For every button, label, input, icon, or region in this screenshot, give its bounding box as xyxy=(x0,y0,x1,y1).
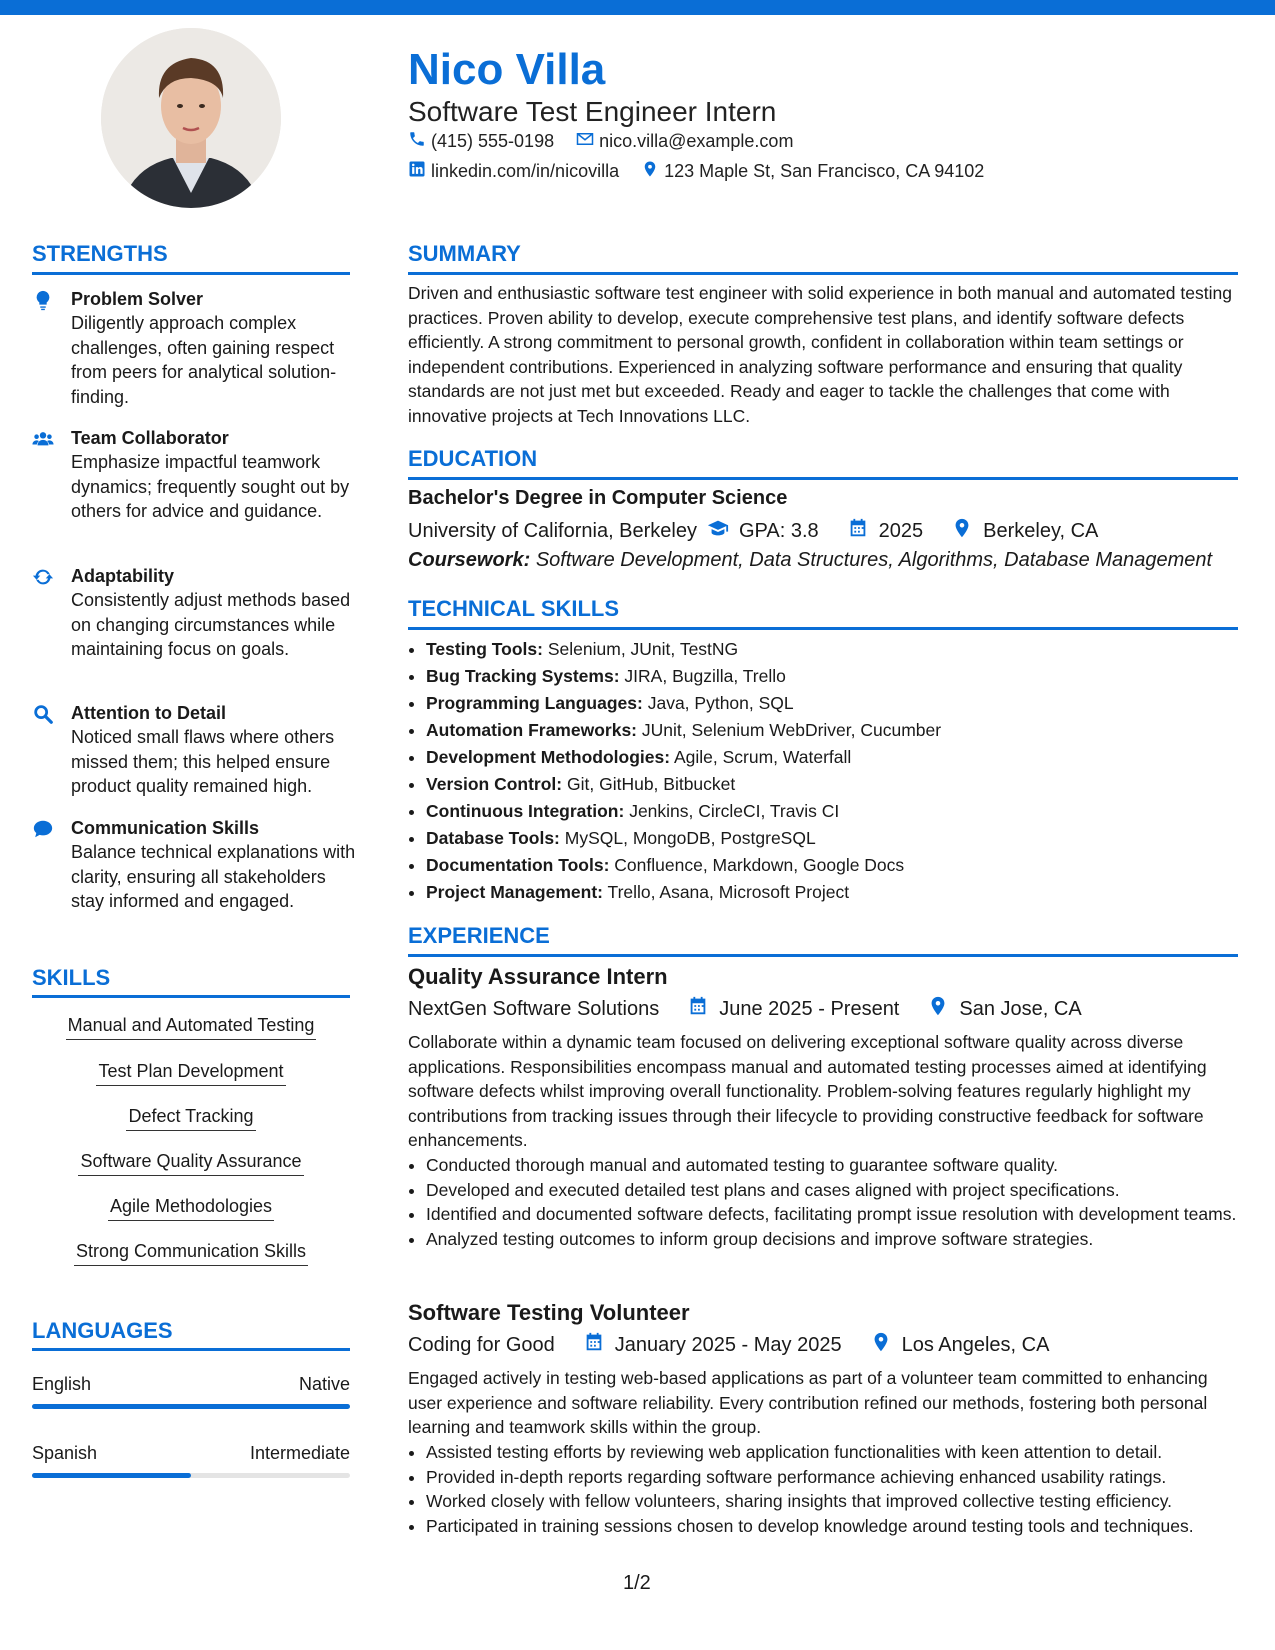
lightbulb-icon xyxy=(32,289,54,311)
skill-tag-label: Strong Communication Skills xyxy=(74,1239,308,1266)
job-bullets xyxy=(408,1440,1238,1538)
language-bar xyxy=(32,1404,350,1409)
tech-skill-value: Confluence, Markdown, Google Docs xyxy=(614,855,905,875)
language-bar-fill xyxy=(32,1473,191,1478)
technical-skills-heading: TECHNICAL SKILLS xyxy=(408,596,620,621)
sync-icon xyxy=(32,566,54,588)
tech-skill-value: MySQL, MongoDB, PostgreSQL xyxy=(564,828,816,848)
email-icon xyxy=(576,130,594,153)
tech-skill-value: Trello, Asana, Microsoft Project xyxy=(607,882,850,902)
strength-title: Team Collaborator xyxy=(71,428,229,448)
tech-skill-label: Continuous Integration: xyxy=(426,801,625,821)
job-meta xyxy=(408,1331,1238,1359)
tech-skill-item xyxy=(426,663,1238,690)
language-level: Native xyxy=(298,1374,350,1394)
language-level: Intermediate xyxy=(249,1443,350,1463)
job-location: Los Angeles, CA xyxy=(901,1333,1050,1356)
strength-desc: Consistently adjust methods based on changing circumstances while maintaining focus on goals. xyxy=(71,590,351,659)
phone-icon xyxy=(408,130,426,153)
map-marker-icon xyxy=(927,995,949,1023)
gpa-text: GPA: 3.8 xyxy=(739,519,819,542)
technical-skills-rule xyxy=(408,627,1238,630)
phone-text[interactable]: (415) 555-0198 xyxy=(431,131,555,151)
language-row xyxy=(32,1374,350,1395)
skill-tag xyxy=(32,1194,350,1221)
email-link[interactable]: nico.villa@example.com xyxy=(599,131,794,151)
coursework xyxy=(408,549,1238,572)
tech-skill-value: JUnit, Selenium WebDriver, Cucumber xyxy=(641,720,942,740)
job-location: San Jose, CA xyxy=(959,997,1082,1020)
company-name: NextGen Software Solutions xyxy=(408,997,660,1020)
linkedin-icon xyxy=(408,160,426,183)
search-icon xyxy=(32,703,54,725)
tech-skill-label: Version Control: xyxy=(426,774,563,794)
languages-heading: LANGUAGES xyxy=(32,1318,173,1343)
tech-skill-item xyxy=(426,636,1238,663)
skills-rule xyxy=(32,995,350,998)
education-location: Berkeley, CA xyxy=(983,519,1099,542)
skill-tag xyxy=(32,1149,350,1176)
skill-tag xyxy=(32,1059,350,1086)
job-description: Collaborate within a dynamic team focused on delivering exceptional software quality across diverse applications. Responsibilities encompass manual and automated testing processes aimed at identifying software defects whilst improving overall functionality. Problem-solving features regularly highlight my contributions from tracking issues through their lifecycle to providing constructive feedback for software enhancements. xyxy=(408,1032,1207,1150)
top-accent-bar xyxy=(0,0,1275,15)
company-name: Coding for Good xyxy=(408,1333,555,1356)
strength-desc: Balance technical explanations with clarity, ensuring all stakeholders stay informed and engaged. xyxy=(71,842,356,911)
users-icon xyxy=(32,428,54,450)
tech-skill-label: Programming Languages: xyxy=(426,693,643,713)
strength-title: Communication Skills xyxy=(71,818,260,838)
strength-title: Adaptability xyxy=(71,566,175,586)
skill-tag xyxy=(32,1013,350,1040)
tech-skill-item xyxy=(426,771,1238,798)
strength-desc: Noticed small flaws where others missed them; this helped ensure product quality remained high. xyxy=(71,727,335,796)
job-bullet: • Analyzed testing outcomes to inform group decisions and improve software strategies. xyxy=(426,1227,1238,1252)
tech-skill-item xyxy=(426,825,1238,852)
language-row xyxy=(32,1443,350,1464)
contact-row-2 xyxy=(408,160,984,183)
job-bullet: • Identified and documented software defects, facilitating prompt issue resolution with development teams. xyxy=(426,1202,1238,1227)
candidate-name: Nico Villa xyxy=(408,45,606,94)
tech-skill-value: JIRA, Bugzilla, Trello xyxy=(624,666,786,686)
tech-skill-item xyxy=(426,690,1238,717)
comment-icon xyxy=(32,818,54,840)
language-name: English xyxy=(32,1374,92,1394)
tech-skill-value: Java, Python, SQL xyxy=(647,693,794,713)
job-bullet: • Conducted thorough manual and automated testing to guarantee software quality. xyxy=(426,1153,1238,1178)
tech-skill-label: Documentation Tools: xyxy=(426,855,610,875)
tech-skill-label: Bug Tracking Systems: xyxy=(426,666,620,686)
language-bar-fill xyxy=(32,1404,350,1409)
skills-heading: SKILLS xyxy=(32,965,111,990)
skill-tag-label: Defect Tracking xyxy=(126,1104,255,1131)
strength-title: Problem Solver xyxy=(71,289,204,309)
school-name: University of California, Berkeley xyxy=(408,519,697,542)
tech-skill-item xyxy=(426,744,1238,771)
tech-skill-item xyxy=(426,852,1238,879)
strengths-rule xyxy=(32,272,350,275)
coursework-list: Software Development, Data Structures, Algorithms, Database Management xyxy=(535,549,1213,571)
language-bar xyxy=(32,1473,350,1478)
job-description: Engaged actively in testing web-based applications as part of a volunteer team committed to enhancing user experience and software reliability. Every contribution refined our methods, fostering both personal learning and teamwork skills within the group. xyxy=(408,1368,1208,1437)
experience-rule xyxy=(408,954,1238,957)
summary-text: Driven and enthusiastic software test engineer with solid experience in both manual and automated testing practices. Proven ability to develop, execute comprehensive test plans, and identify software defects efficiently. A strong commitment to personal growth, confident in collaboration within team settings or independent contributions. Experienced in analyzing software performance and ensuring that quality standards are not just met but exceeded. Ready and eager to tackle the challenges that come with innovative projects at Tech Innovations LLC. xyxy=(408,283,1232,426)
strength-title: Attention to Detail xyxy=(71,703,226,723)
map-marker-icon xyxy=(870,1331,892,1359)
contact-row-1 xyxy=(408,130,793,153)
job-dates: January 2025 - May 2025 xyxy=(614,1333,842,1356)
skill-tag xyxy=(32,1104,350,1131)
skill-tag-label: Test Plan Development xyxy=(96,1059,285,1086)
language-name: Spanish xyxy=(32,1443,98,1463)
job-bullet: • Provided in-depth reports regarding software performance achieving enhanced usability ratings. xyxy=(426,1465,1238,1490)
job-title: Quality Assurance Intern xyxy=(408,964,668,989)
summary-heading: SUMMARY xyxy=(408,241,521,266)
job-bullet: • Worked closely with fellow volunteers, sharing insights that improved collective testing efficiency. xyxy=(426,1489,1238,1514)
skill-tag-label: Software Quality Assurance xyxy=(78,1149,303,1176)
job-dates: June 2025 - Present xyxy=(719,997,900,1020)
tech-skill-label: Testing Tools: xyxy=(426,639,543,659)
address-text: 123 Maple St, San Francisco, CA 94102 xyxy=(664,161,985,181)
page-number: 1/2 xyxy=(623,1572,651,1594)
profile-photo xyxy=(101,28,281,208)
job-bullet: • Developed and executed detailed test plans and cases aligned with project specifications. xyxy=(426,1178,1238,1203)
tech-skill-value: Git, GitHub, Bitbucket xyxy=(567,774,736,794)
job-bullet: • Participated in training sessions chosen to develop knowledge around testing tools and techniques. xyxy=(426,1514,1238,1539)
job-title: Software Testing Volunteer xyxy=(408,1300,690,1325)
languages-rule xyxy=(32,1348,350,1351)
skill-tag-label: Agile Methodologies xyxy=(108,1194,274,1221)
summary-rule xyxy=(408,272,1238,275)
education-meta xyxy=(408,517,1238,545)
degree-title: Bachelor's Degree in Computer Science xyxy=(408,487,788,509)
tech-skill-value: Agile, Scrum, Waterfall xyxy=(673,747,852,767)
coursework-label: Coursework: xyxy=(408,549,531,571)
graduation-year: 2025 xyxy=(878,519,924,542)
tech-skill-value: Selenium, JUnit, TestNG xyxy=(547,639,739,659)
skill-tag xyxy=(32,1239,350,1266)
tech-skill-item xyxy=(426,798,1238,825)
technical-skills-list xyxy=(408,636,1238,906)
skill-tag-label: Manual and Automated Testing xyxy=(66,1013,317,1040)
candidate-role: Software Test Engineer Intern xyxy=(408,96,777,127)
map-marker-icon xyxy=(951,517,973,545)
tech-skill-label: Database Tools: xyxy=(426,828,560,848)
graduation-cap-icon xyxy=(707,517,729,545)
tech-skill-value: Jenkins, CircleCI, Travis CI xyxy=(629,801,840,821)
experience-heading: EXPERIENCE xyxy=(408,923,550,948)
tech-skill-label: Project Management: xyxy=(426,882,603,902)
calendar-icon xyxy=(583,1331,605,1359)
strength-desc: Diligently approach complex challenges, often gaining respect from peers for analytical solution-finding. xyxy=(71,313,337,407)
tech-skill-label: Automation Frameworks: xyxy=(426,720,637,740)
calendar-icon xyxy=(687,995,709,1023)
strength-desc: Emphasize impactful teamwork dynamics; frequently sought out by others for advice and guidance. xyxy=(71,452,350,521)
education-heading: EDUCATION xyxy=(408,446,538,471)
tech-skill-label: Development Methodologies: xyxy=(426,747,671,767)
job-meta xyxy=(408,995,1238,1023)
education-rule xyxy=(408,477,1238,480)
job-bullet: • Assisted testing efforts by reviewing web application functionalities with keen attention to detail. xyxy=(426,1440,1238,1465)
strengths-heading: STRENGTHS xyxy=(32,241,168,266)
map-marker-icon xyxy=(641,160,659,183)
tech-skill-item xyxy=(426,717,1238,744)
tech-skill-item xyxy=(426,879,1238,906)
job-bullets xyxy=(408,1153,1238,1251)
linkedin-link[interactable]: linkedin.com/in/nicovilla xyxy=(431,161,620,181)
calendar-icon xyxy=(847,517,869,545)
